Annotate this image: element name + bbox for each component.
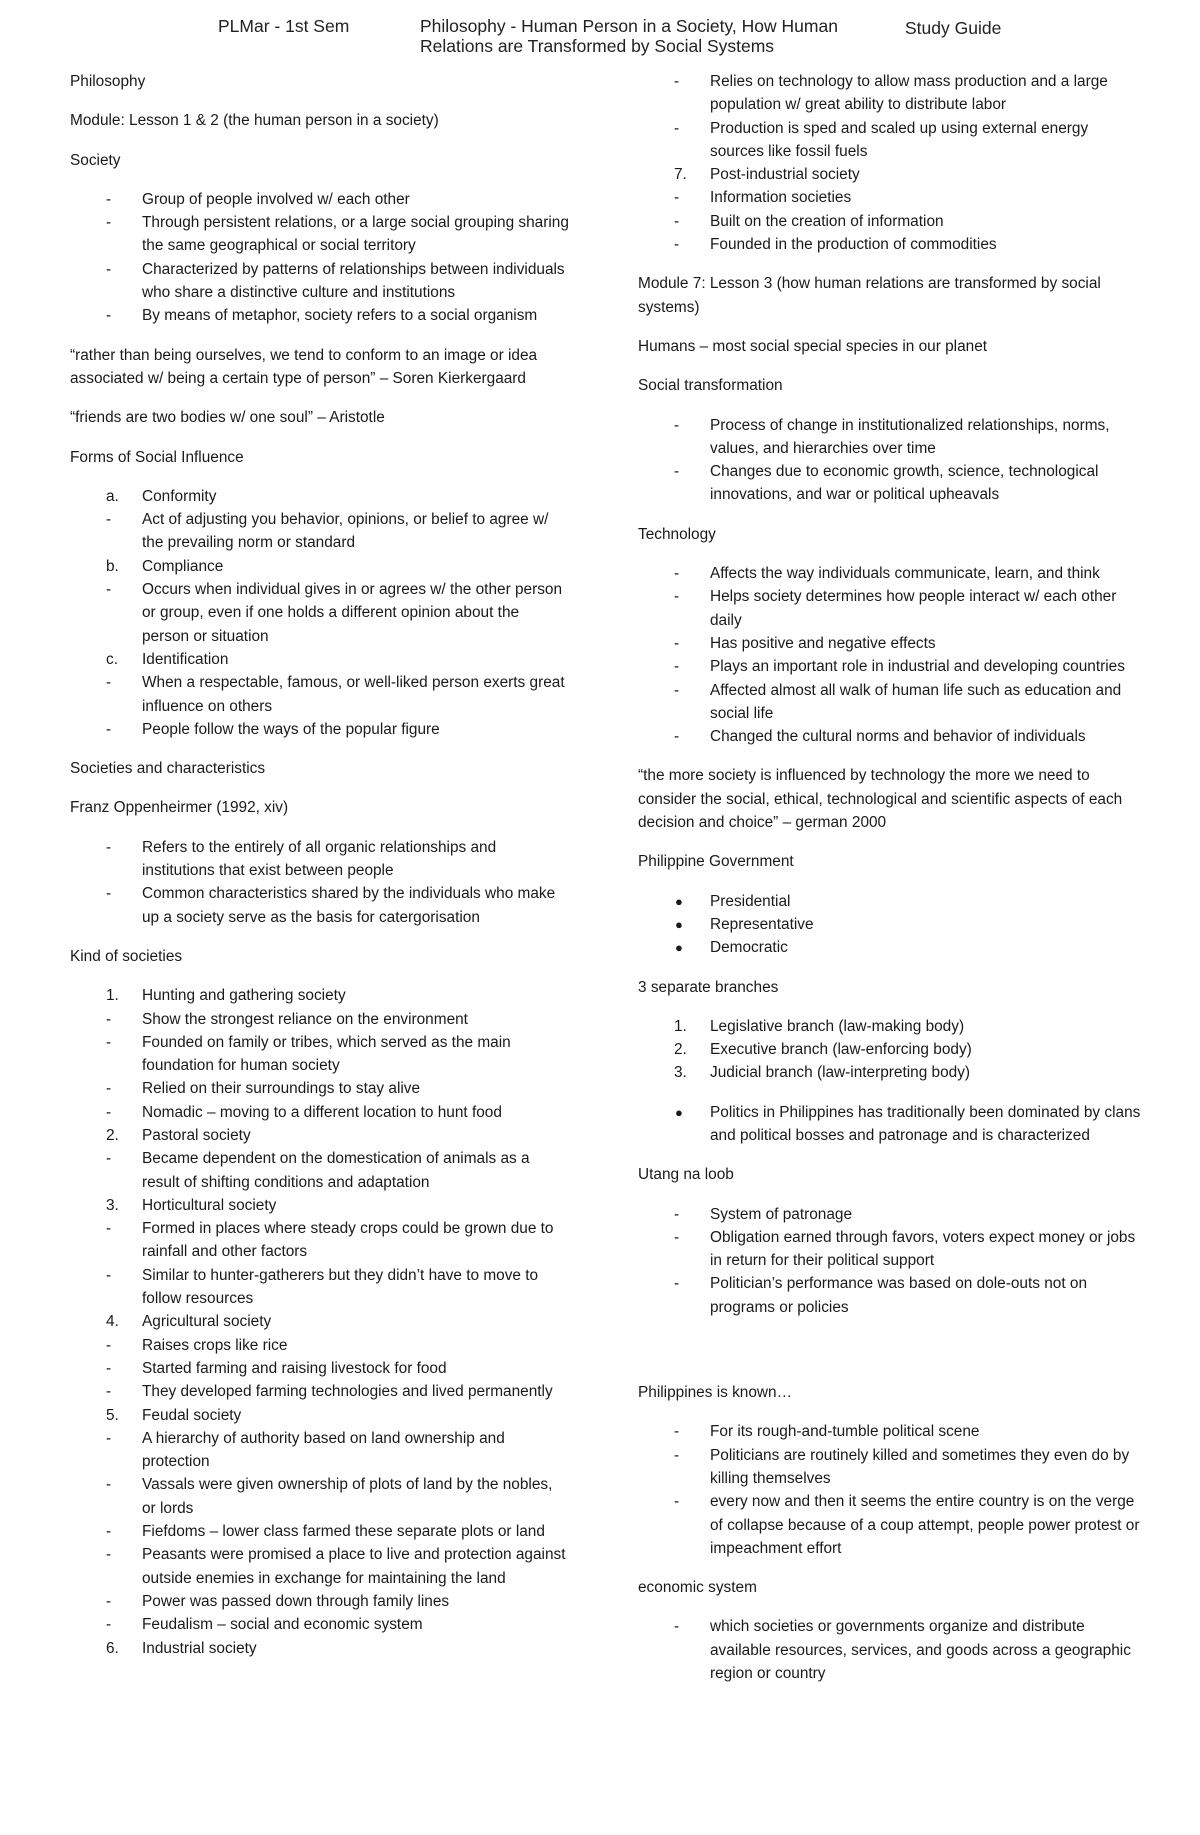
list-item-text: Information societies (710, 189, 852, 207)
quote-german-2000: “the more society is influenced by technology the more we need to consider the social, ethical, technological and scientific aspects of each decision and choice” – german 2000 (638, 767, 1123, 832)
list-item-text: Obligation earned through favors, voters expect money or jobs in return for their political support (710, 1228, 1136, 1270)
list-marker: - (674, 1493, 680, 1511)
header-topic (420, 16, 890, 56)
list-item (638, 460, 1143, 507)
heading-social-influence: Forms of Social Influence (70, 448, 244, 466)
list-item-text: System of patronage (710, 1205, 853, 1223)
list-item (638, 1015, 1143, 1038)
list-item-text: By means of metaphor, society refers to a social organism (142, 307, 538, 325)
heading-philippines-known: Philippines is known… (638, 1384, 792, 1402)
list-marker: - (106, 1336, 112, 1354)
list-marker: - (106, 1383, 112, 1401)
list-item-text: Horticultural society (142, 1196, 277, 1214)
list-item (70, 1380, 570, 1403)
list-marker: - (674, 634, 680, 652)
list-marker: - (106, 1150, 112, 1168)
list-item (70, 1310, 570, 1333)
list-marker: - (674, 681, 680, 699)
list-item (70, 1101, 570, 1124)
list-item-text: Refers to the entirely of all organic relationships and institutions that exist between people (142, 838, 497, 880)
list-marker: - (106, 674, 112, 692)
list-item-text: Vassals were given ownership of plots of land by the nobles, or lords (142, 1476, 553, 1517)
list-item (70, 1473, 570, 1520)
list-marker: - (106, 1010, 112, 1028)
right-column (638, 70, 1143, 1701)
list-item-text: Affects the way individuals communicate, learn, and think (710, 565, 1100, 583)
list-item-text: Started farming and raising livestock for food (142, 1359, 447, 1377)
list-marker: 4. (106, 1313, 119, 1331)
list-item-text: Politician’s performance was based on dole-outs not on programs or policies (710, 1275, 1088, 1316)
list-item (70, 1590, 570, 1613)
list-marker: - (674, 463, 680, 481)
list-item-text: Process of change in institutionalized relationships, norms, values, and hierarchies over time (710, 416, 1110, 457)
list-item (70, 1404, 570, 1427)
list-marker: 2. (106, 1126, 119, 1144)
heading-social-transformation: Social transformation (638, 377, 783, 395)
list-item (70, 1520, 570, 1543)
list-item-text: Plays an important role in industrial and developing countries (710, 658, 1125, 676)
heading-module-7-lesson-3: Module 7: Lesson 3 (how human relations are transformed by social systems) (638, 275, 1101, 316)
list-item (638, 725, 1143, 748)
list-item-text: Identification (142, 650, 229, 668)
bullet-marker: ● (675, 940, 683, 956)
list-item (638, 1226, 1143, 1273)
list-marker: - (106, 885, 112, 903)
list-item-text: Agricultural society (142, 1313, 272, 1331)
list-marker: - (106, 1033, 112, 1051)
list-item-text: They developed farming technologies and lived permanently (142, 1383, 553, 1401)
list-marker: - (106, 511, 112, 529)
list-item (70, 836, 570, 883)
list-marker: - (674, 416, 680, 434)
list-item (638, 632, 1143, 655)
left-column (70, 70, 570, 1676)
list-item-text: Politicians are routinely killed and sometimes they even do by killing themselves (710, 1446, 1130, 1487)
technology-list (638, 562, 1143, 748)
list-item-text: Similar to hunter-gatherers but they didn’t have to move to follow resources (142, 1266, 539, 1308)
list-item-text: Became dependent on the domestication of animals as a result of shifting conditions and adaptation (142, 1150, 530, 1191)
list-item (638, 414, 1143, 461)
list-item-text: Feudalism – social and economic system (142, 1616, 423, 1634)
heading-philippine-government: Philippine Government (638, 853, 794, 871)
list-item-text: Hunting and gathering society (142, 987, 346, 1005)
branches-list (638, 1015, 1143, 1085)
list-item (638, 210, 1143, 233)
header-course: PLMar - 1st Sem (218, 16, 350, 36)
list-item-text: Group of people involved w/ each other (142, 190, 410, 208)
heading-societies-characteristics: Societies and characteristics (70, 760, 266, 778)
list-item-text: Democratic (710, 939, 788, 957)
list-item (70, 1334, 570, 1357)
list-item (638, 1038, 1143, 1061)
list-item-text: Raises crops like rice (142, 1336, 288, 1354)
list-item (638, 1420, 1143, 1443)
list-marker: - (674, 728, 680, 746)
list-marker: - (106, 1592, 112, 1610)
list-item-text: Power was passed down through family lines (142, 1592, 450, 1610)
list-marker: - (106, 260, 112, 278)
heading-utang-na-loob: Utang na loob (638, 1166, 734, 1184)
list-item-text: Relies on technology to allow mass production and a large population w/ great ability to distribute labor (710, 73, 1108, 114)
list-marker: 3. (674, 1064, 687, 1082)
list-marker: 1. (106, 987, 119, 1005)
list-item (638, 1061, 1143, 1084)
list-marker: a. (106, 487, 119, 505)
list-item (638, 233, 1143, 256)
list-marker: - (106, 1266, 112, 1284)
list-marker: - (106, 1220, 112, 1238)
list-marker: - (674, 588, 680, 606)
list-item (70, 211, 570, 258)
heading-economic-system: economic system (638, 1579, 757, 1597)
list-marker: - (674, 1205, 680, 1223)
list-item-text: Feudal society (142, 1406, 242, 1424)
list-item-text: every now and then it seems the entire country is on the verge of collapse because of a coup attempt, people power protest or impeachment effort (710, 1493, 1140, 1557)
list-item (70, 1124, 570, 1147)
heading-philosophy: Philosophy (70, 73, 146, 90)
list-item-text: Changes due to economic growth, science, technological innovations, and war or political upheavals (710, 463, 1099, 504)
header-topic-line1: Philosophy - Human Person in a Society, How Human (420, 16, 838, 36)
list-item (638, 1444, 1143, 1491)
list-item (638, 585, 1143, 632)
list-marker: - (106, 190, 112, 208)
list-item (70, 984, 570, 1007)
list-item-text: Show the strongest reliance on the environment (142, 1010, 468, 1028)
list-item (70, 304, 570, 327)
quote-kierkegaard: “rather than being ourselves, we tend to conform to an image or idea associated w/ being a certain type of person” – Soren Kierkergaard (70, 346, 538, 387)
list-marker: 2. (674, 1041, 687, 1059)
list-marker: - (674, 236, 680, 254)
list-item (638, 679, 1143, 726)
list-item (638, 70, 1143, 117)
list-marker: - (674, 1228, 680, 1246)
list-item-text: Pastoral society (142, 1126, 251, 1144)
list-item-text: which societies or governments organize and distribute available resources, services, and goods across a geographic region or country (710, 1618, 1131, 1683)
list-item (638, 1615, 1143, 1685)
list-marker: - (674, 189, 680, 207)
heading-separate-branches: 3 separate branches (638, 978, 779, 996)
list-item (638, 1203, 1143, 1226)
list-item (638, 1101, 1143, 1148)
list-item-text: Legislative branch (law-making body) (710, 1017, 965, 1035)
list-item-text: Relied on their surroundings to stay alive (142, 1080, 421, 1098)
industrial-society-list (638, 70, 1143, 256)
list-marker: - (106, 214, 112, 232)
list-item (70, 555, 570, 578)
kinds-of-societies-list (70, 984, 570, 1660)
list-item-text: Peasants were promised a place to live and protection against outside enemies in exchange for maintaining the land (142, 1546, 566, 1587)
list-marker: - (106, 838, 112, 856)
list-item-text: When a respectable, famous, or well-liked person exerts great influence on others (142, 674, 565, 715)
list-item (638, 890, 1143, 913)
list-item-text: Compliance (142, 557, 224, 575)
list-marker: 6. (106, 1639, 119, 1657)
list-item-text: Politics in Philippines has traditionally been dominated by clans and political bosses and patronage and is characterized (710, 1103, 1141, 1144)
list-item (70, 1077, 570, 1100)
list-item-text: Production is sped and scaled up using external energy sources like fossil fuels (710, 119, 1089, 160)
bullet-marker: ● (675, 916, 683, 932)
list-marker: - (106, 1429, 112, 1447)
list-item (70, 1543, 570, 1590)
list-item (638, 163, 1143, 186)
list-item (70, 671, 570, 718)
list-marker: - (106, 1080, 112, 1098)
list-marker: - (674, 565, 680, 583)
list-item-text: Founded in the production of commodities (710, 236, 997, 254)
quote-aristotle: “friends are two bodies w/ one soul” – Aristotle (70, 409, 385, 427)
list-item (70, 1637, 570, 1660)
list-item (70, 1357, 570, 1380)
list-item-text: For its rough-and-tumble political scene (710, 1423, 980, 1441)
list-marker: - (106, 307, 112, 325)
list-item (638, 186, 1143, 209)
list-item-text: Built on the creation of information (710, 212, 944, 230)
list-item-text: Affected almost all walk of human life such as education and social life (710, 681, 1122, 722)
list-item (638, 655, 1143, 678)
heading-franz-oppenheimer: Franz Oppenheirmer (1992, xiv) (70, 799, 289, 817)
list-item-text: Common characteristics shared by the individuals who make up a society serve as the basis for catergorisation (142, 885, 556, 926)
list-item (70, 1217, 570, 1264)
humans-definition: Humans – most social special species in our planet (638, 337, 988, 355)
list-item (70, 1194, 570, 1217)
list-item-text: Through persistent relations, or a large social grouping sharing the same geographical or social territory (142, 214, 569, 255)
list-marker: 5. (106, 1406, 119, 1424)
list-marker: - (674, 1423, 680, 1441)
list-item (70, 508, 570, 555)
list-item-text: Has positive and negative effects (710, 634, 936, 652)
list-marker: - (106, 581, 112, 599)
list-item-text: People follow the ways of the popular figure (142, 720, 440, 738)
list-item (70, 718, 570, 741)
list-marker: 1. (674, 1017, 687, 1035)
list-item-text: Representative (710, 915, 814, 933)
list-item-text: Executive branch (law-enforcing body) (710, 1041, 972, 1059)
politics-list (638, 1101, 1143, 1148)
list-item-text: Fiefdoms – lower class farmed these separate plots or land (142, 1523, 545, 1541)
list-item (638, 562, 1143, 585)
list-marker: - (674, 73, 680, 90)
list-marker: - (674, 1275, 680, 1293)
social-transformation-list (638, 414, 1143, 507)
list-marker: b. (106, 557, 119, 575)
list-item (70, 1008, 570, 1031)
list-marker: 7. (674, 166, 687, 184)
list-item (70, 485, 570, 508)
social-influence-list (70, 485, 570, 741)
list-item (70, 258, 570, 305)
list-marker: - (106, 1103, 112, 1121)
society-list (70, 188, 570, 328)
list-item-text: Changed the cultural norms and behavior of individuals (710, 728, 1086, 746)
list-item-text: Formed in places where steady crops could be grown due to rainfall and other factors (142, 1220, 554, 1261)
list-item-text: Presidential (710, 892, 791, 910)
list-item-text: Conformity (142, 487, 217, 505)
list-item (70, 188, 570, 211)
list-item (638, 936, 1143, 959)
list-item-text: Industrial society (142, 1639, 257, 1657)
list-item-text: Founded on family or tribes, which served as the main foundation for human society (142, 1033, 511, 1075)
list-item-text: A hierarchy of authority based on land ownership and protection (142, 1429, 505, 1471)
list-marker: - (674, 119, 680, 137)
list-item-text: Helps society determines how people interact w/ each other daily (710, 588, 1117, 629)
list-marker: c. (106, 650, 118, 668)
list-item (70, 1427, 570, 1474)
list-item (70, 1613, 570, 1636)
list-item-text: Occurs when individual gives in or agrees w/ the other person or group, even if one holds a different opinion about the person or situation (142, 581, 563, 645)
list-item-text: Judicial branch (law-interpreting body) (710, 1064, 971, 1082)
list-marker: - (674, 1446, 680, 1464)
header-topic-line2: Relations are Transformed by Social Systems (420, 36, 775, 56)
economic-system-list (638, 1615, 1143, 1685)
list-item-text: Act of adjusting you behavior, opinions, or belief to agree w/ the prevailing norm or standard (142, 511, 549, 552)
list-marker: - (106, 1359, 112, 1377)
bullet-marker: ● (675, 1104, 683, 1120)
list-item (70, 648, 570, 671)
heading-kind-of-societies: Kind of societies (70, 947, 183, 965)
list-item (70, 1264, 570, 1311)
oppenheimer-list (70, 836, 570, 929)
list-marker: - (674, 658, 680, 676)
bullet-marker: ● (675, 893, 683, 909)
list-item-text: Characterized by patterns of relationships between individuals who share a distinctive culture and institutions (142, 260, 565, 302)
list-item (638, 117, 1143, 164)
government-list (638, 890, 1143, 960)
philippines-known-list (638, 1420, 1143, 1560)
list-marker: - (674, 1618, 680, 1636)
heading-society: Society (70, 151, 121, 169)
list-item (638, 1272, 1143, 1319)
list-item (638, 913, 1143, 936)
list-marker: - (106, 1523, 112, 1541)
heading-technology: Technology (638, 525, 716, 543)
list-marker: - (106, 1546, 112, 1564)
list-item (638, 1490, 1143, 1560)
list-item (70, 882, 570, 929)
list-marker: - (106, 1476, 112, 1494)
utang-na-loob-list (638, 1203, 1143, 1319)
list-item-text: Post-industrial society (710, 166, 860, 184)
list-marker: 3. (106, 1196, 119, 1214)
list-marker: - (674, 212, 680, 230)
list-marker: - (106, 720, 112, 738)
list-item (70, 1031, 570, 1078)
heading-module-lesson-1-2: Module: Lesson 1 & 2 (the human person in a society) (70, 112, 439, 130)
list-marker: - (106, 1616, 112, 1634)
list-item (70, 578, 570, 648)
list-item-text: Nomadic – moving to a different location to hunt food (142, 1103, 502, 1121)
header-doc-type: Study Guide (905, 18, 1002, 38)
list-item (70, 1147, 570, 1194)
